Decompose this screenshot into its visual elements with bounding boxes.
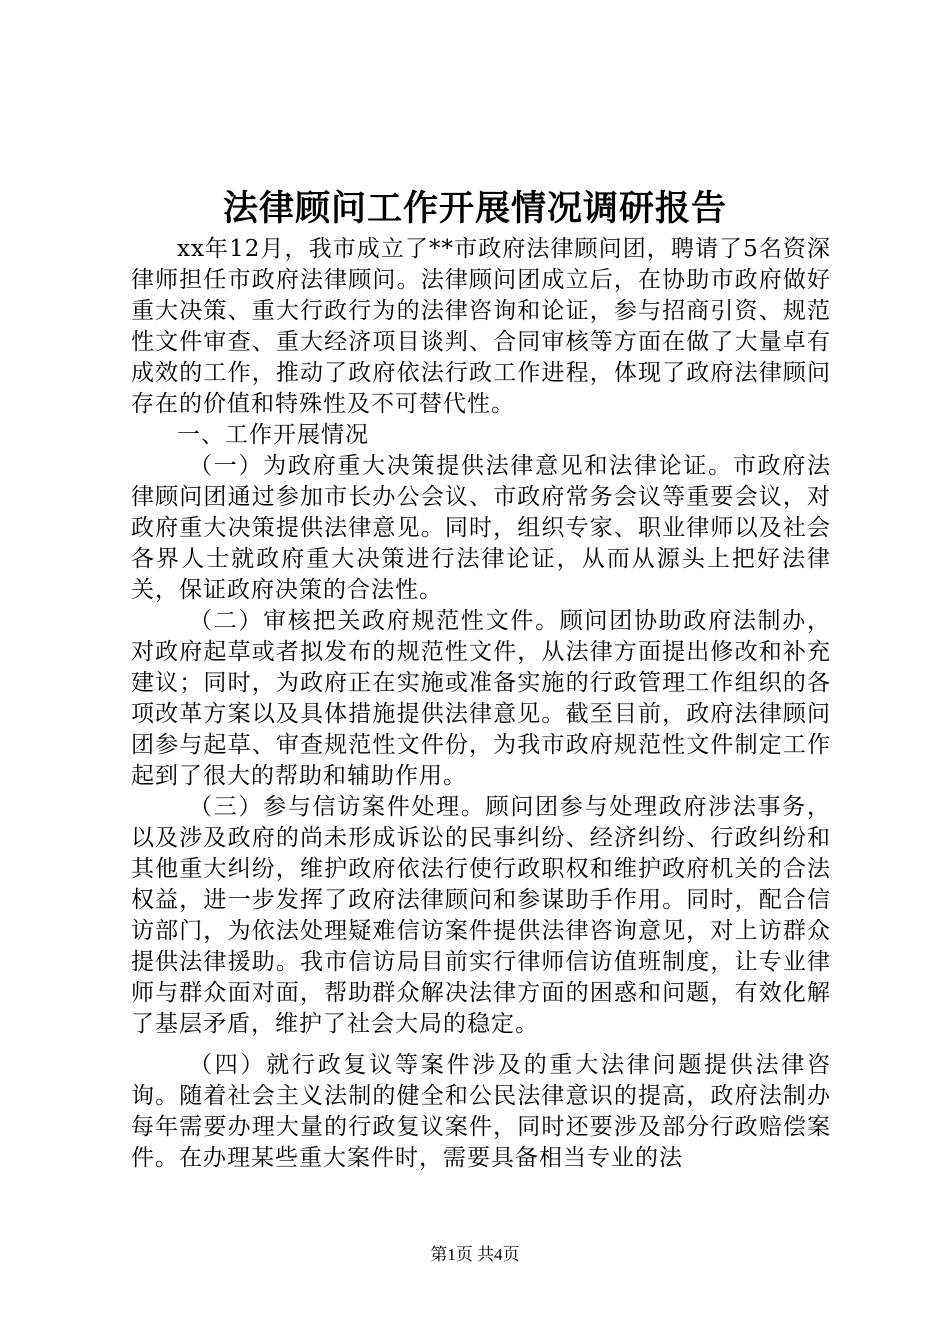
intro-paragraph: xx年12月，我市成立了**市政府法律顾问团，聘请了5名资深律师担任市政府法律顾问。法律顾问团成立后，在协助市政府做好重大决策、重大行政行为的法律咨询和论证，参与招商引资、规范性文件审查、重大经济项目谈判、合同审核等方面在做了大量卓有成效的工作，推动了政府依法行政工作进程，体现了政府法律顾问存在的价值和特殊性及不可替代性。 [131,236,831,417]
document-body [131,234,831,1174]
subsection-paragraph-2: （二）审核把关政府规范性文件。顾问团协助政府法制办，对政府起草或者拟发布的规范性文件，从法律方面提出修改和补充建议；同时，为政府正在实施或准备实施的行政管理工作组织的各项改革方案以及具体措施提供法律意见。截至目前，政府法律顾问团参与起草、审查规范性文件份，为我市政府规范性文件制定工作起到了很大的帮助和辅助作用。 [131,608,831,789]
subsection-paragraph-4: （四）就行政复议等案件涉及的重大法律问题提供法律咨询。随着社会主义法制的健全和公民法律意识的提高，政府法制办每年需要办理大量的行政复议案件，同时还要涉及部分行政赔偿案件。在办理某些重大案件时，需要具备相当专业的法 [131,1052,831,1171]
document-title: 法律顾问工作开展情况调研报告 [222,188,727,229]
subsection-paragraph-1: （一）为政府重大决策提供法律意见和法律论证。市政府法律顾问团通过参加市长办公会议、市政府常务会议等重要会议，对政府重大决策提供法律意见。同时，组织专家、职业律师以及社会各界人士就政府重大决策进行法律论证，从而从源头上把好法律关，保证政府决策的合法性。 [131,453,831,603]
section-heading: 一、工作开展情况 [177,422,369,448]
page-footer: 第1页 共4页 [430,1245,520,1264]
subsection-paragraph-3: （三）参与信访案件处理。顾问团参与处理政府涉法事务，以及涉及政府的尚未形成诉讼的民事纠纷、经济纠纷、行政纠纷和其他重大纠纷，维护政府依法行使行政职权和维护政府机关的合法权益，进一步发挥了政府法律顾问和参谋助手作用。同时，配合信访部门，为依法处理疑难信访案件提供法律咨询意见，对上访群众提供法律援助。我市信访局目前实行律师信访值班制度，让专业律师与群众面对面，帮助群众解决法律方面的困惑和问题，有效化解了基层矛盾，维护了社会大局的稳定。 [131,794,831,1037]
